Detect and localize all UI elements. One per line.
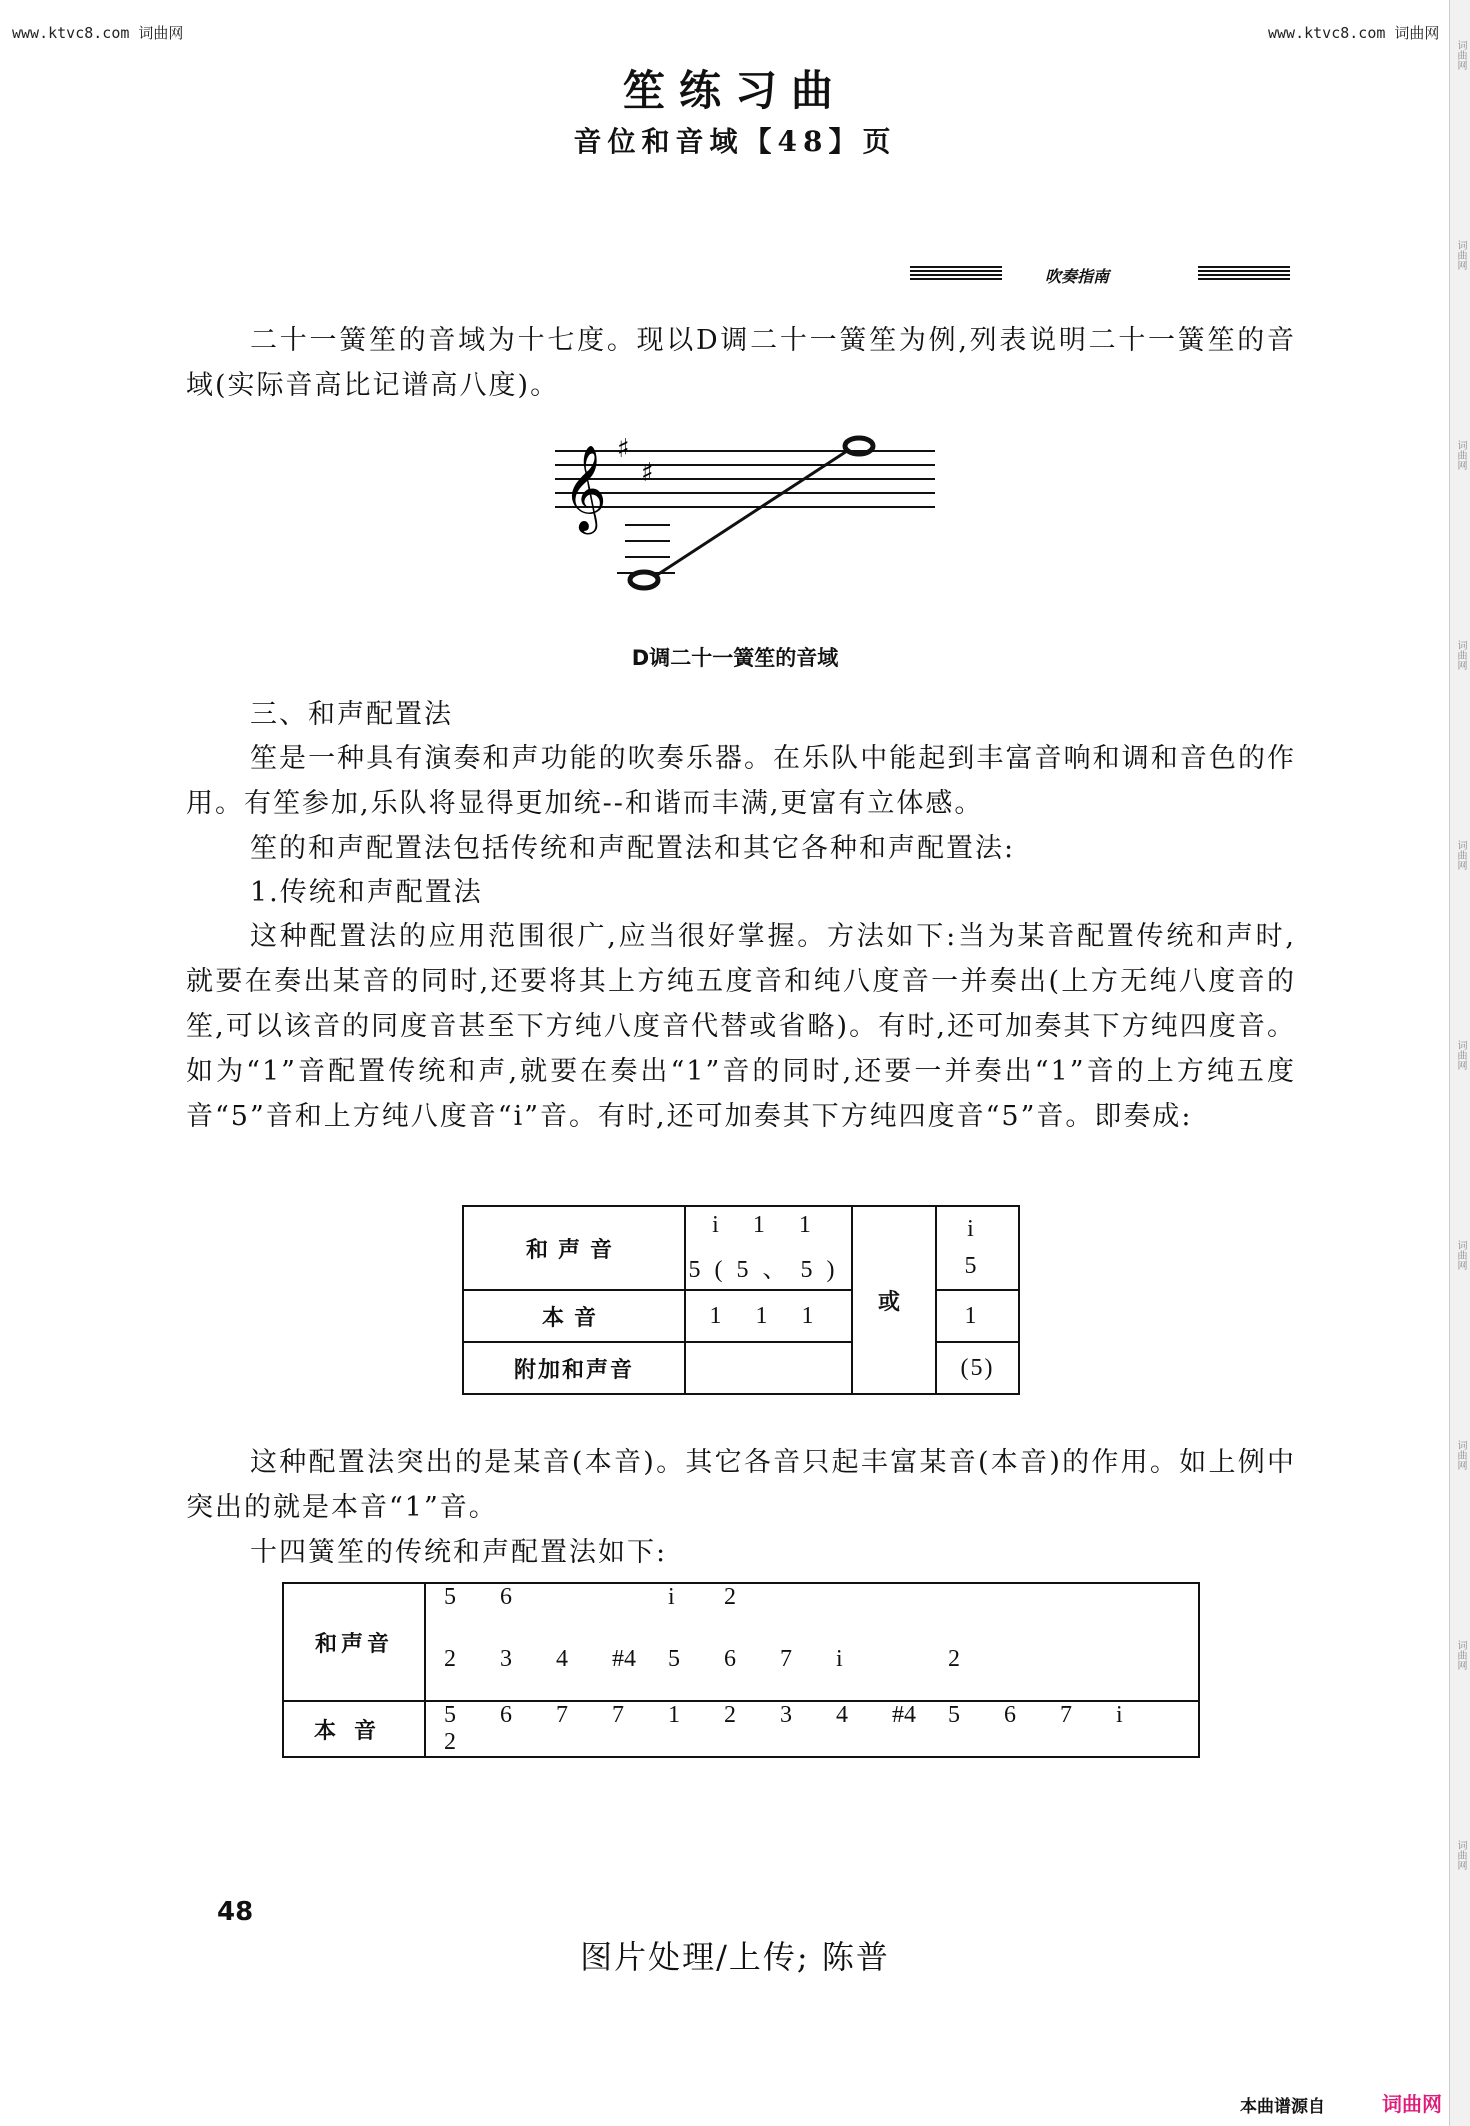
note: 3 (780, 1702, 792, 1728)
staff-caption: D调二十一簧笙的音域 (631, 646, 839, 670)
side-watermark: 词曲网 (1455, 40, 1466, 70)
harmony-top-row (444, 1584, 1198, 1638)
note: #4 (612, 1646, 636, 1672)
note: 7 (780, 1646, 792, 1672)
sharp-f-icon: ♯ (617, 434, 630, 464)
side-watermark: 词曲网 (1455, 1840, 1466, 1870)
high-note-icon (845, 438, 873, 454)
side-watermark: 词曲网 (1455, 1040, 1466, 1070)
side-watermark: 词曲网 (1455, 1240, 1466, 1270)
alt-top-note: i (967, 1216, 988, 1242)
row-label-extra: 附加和声音 (463, 1342, 685, 1394)
treble-clef-icon: 𝄞 (563, 445, 607, 531)
intro-paragraph: 二十一簧笙的音域为十七度。现以D调二十一簧笙为例,列表说明二十一簧笙的音域(实际音高比记谱高八度)。 (186, 325, 1296, 401)
side-watermark: 词曲网 (1455, 240, 1466, 270)
uploader-credit: 图片处理/上传; 陈普 (580, 1938, 890, 1976)
note: 5 (444, 1584, 456, 1610)
or-label: 或 (852, 1206, 936, 1394)
footer-site-link[interactable]: 词曲网 (1382, 2092, 1442, 2116)
harmony-table-2 (282, 1582, 1200, 1758)
paragraph-traditional: 这种配置法的应用范围很广,应当很好掌握。方法如下:当为某音配置传统和声时,就要在奏出某音的同时,还要将其上方纯五度音和纯八度音一并奏出(上方无纯八度音的笙,可以该音的同度音甚至下方纯八度音代替或省略)。有时,还可加奏其下方纯四度音。如为“1”音配置传统和声,就要在奏出“1”音的同时,还要一并奏出“1”音的上方纯五度音“5”音和上方纯八度音“i”音。有时,还可加奏其下方纯四度音“5”音。即奏成: (186, 921, 1296, 1132)
row-label-harmony: 和声音 (283, 1583, 425, 1701)
note: 6 (1004, 1702, 1016, 1728)
note: 6 (500, 1702, 512, 1728)
section-heading: 三、和声配置法 (250, 699, 453, 730)
note: 2 (724, 1702, 736, 1728)
extra-notes-empty (685, 1342, 852, 1394)
paragraph-fourteen-reed: 十四簧笙的传统和声配置法如下: (250, 1537, 668, 1568)
credit-label: 吹奏指南 (1045, 267, 1110, 286)
base-notes-cell (425, 1701, 1199, 1757)
page-subtitle: 音位和音域【48】页 (573, 125, 897, 158)
alt-base-note: 1 (936, 1290, 1019, 1342)
credit-bar-left (910, 266, 1002, 282)
note: 7 (612, 1702, 624, 1728)
harmony-notes-cell (685, 1206, 852, 1290)
page-title: 笙练习曲 (622, 66, 847, 115)
paragraph-emphasis: 这种配置法突出的是某音(本音)。其它各音只起丰富某音(本音)的作用。如上例中突出的就是本音“1”音。 (186, 1447, 1296, 1523)
alt-harmony-cell (936, 1206, 1019, 1290)
credit-bar-right (1198, 266, 1290, 282)
range-staff-diagram (555, 425, 945, 600)
header-site-left: www.ktvc8.com 词曲网 (12, 24, 184, 42)
note: i (1116, 1702, 1123, 1728)
row-label-harmony: 和声音 (463, 1206, 685, 1290)
low-note-icon (630, 572, 658, 588)
paragraph-sheng-role: 笙是一种具有演奏和声功能的吹奏乐器。在乐队中能起到丰富音响和调和音色的作用。有笙参加,乐队将显得更加统--和谐而丰满,更富有立体感。 (186, 743, 1296, 819)
header-site-right: www.ktvc8.com 词曲网 (1268, 24, 1440, 42)
note: 7 (1060, 1702, 1072, 1728)
note: 1 (668, 1702, 680, 1728)
note: 7 (556, 1702, 568, 1728)
side-watermark: 词曲网 (1455, 1440, 1466, 1470)
note: 6 (500, 1584, 512, 1610)
page-number: 48 (217, 1897, 254, 1927)
note: i (668, 1584, 675, 1610)
note: 2 (444, 1646, 456, 1672)
side-watermark: 词曲网 (1455, 440, 1466, 470)
alt-mid-note: 5 (964, 1253, 991, 1279)
note: 2 (724, 1584, 736, 1610)
harmony-table-1 (462, 1205, 1020, 1395)
note: #4 (892, 1702, 916, 1728)
row-label-base: 本音 (463, 1290, 685, 1342)
side-watermark: 词曲网 (1455, 840, 1466, 870)
footer-source-label: 本曲谱源自 (1240, 2097, 1325, 2117)
subsection-heading: 1.传统和声配置法 (250, 877, 483, 908)
note: 5 (948, 1702, 960, 1728)
alt-extra-note: (5) (936, 1342, 1019, 1394)
note: 2 (948, 1646, 960, 1672)
note: 4 (556, 1646, 568, 1672)
note: 5 (668, 1646, 680, 1672)
side-watermark: 词曲网 (1455, 640, 1466, 670)
paragraph-methods: 笙的和声配置法包括传统和声配置法和其它各种和声配置法: (250, 833, 1016, 864)
side-watermark: 词曲网 (1455, 1640, 1466, 1670)
note: i (836, 1646, 843, 1672)
note: 6 (724, 1646, 736, 1672)
note: 5 (444, 1702, 456, 1728)
range-slur-line (657, 451, 847, 575)
base-notes: 1 1 1 (685, 1290, 852, 1342)
staff-lines (555, 451, 935, 507)
ledger-lines (617, 525, 675, 573)
note: 4 (836, 1702, 848, 1728)
note: 2 (444, 1729, 456, 1755)
harmony-bottom-row (444, 1646, 1198, 1700)
row-label-base: 本音 (283, 1701, 425, 1757)
note: 3 (500, 1646, 512, 1672)
sharp-c-icon: ♯ (641, 458, 654, 488)
side-watermark-strip (1449, 0, 1470, 2126)
harmony-top-notes: i 1 1 (712, 1212, 825, 1238)
harmony-bottom-notes: 5(5、5) (688, 1257, 849, 1283)
harmony-notes-cell (425, 1583, 1199, 1701)
